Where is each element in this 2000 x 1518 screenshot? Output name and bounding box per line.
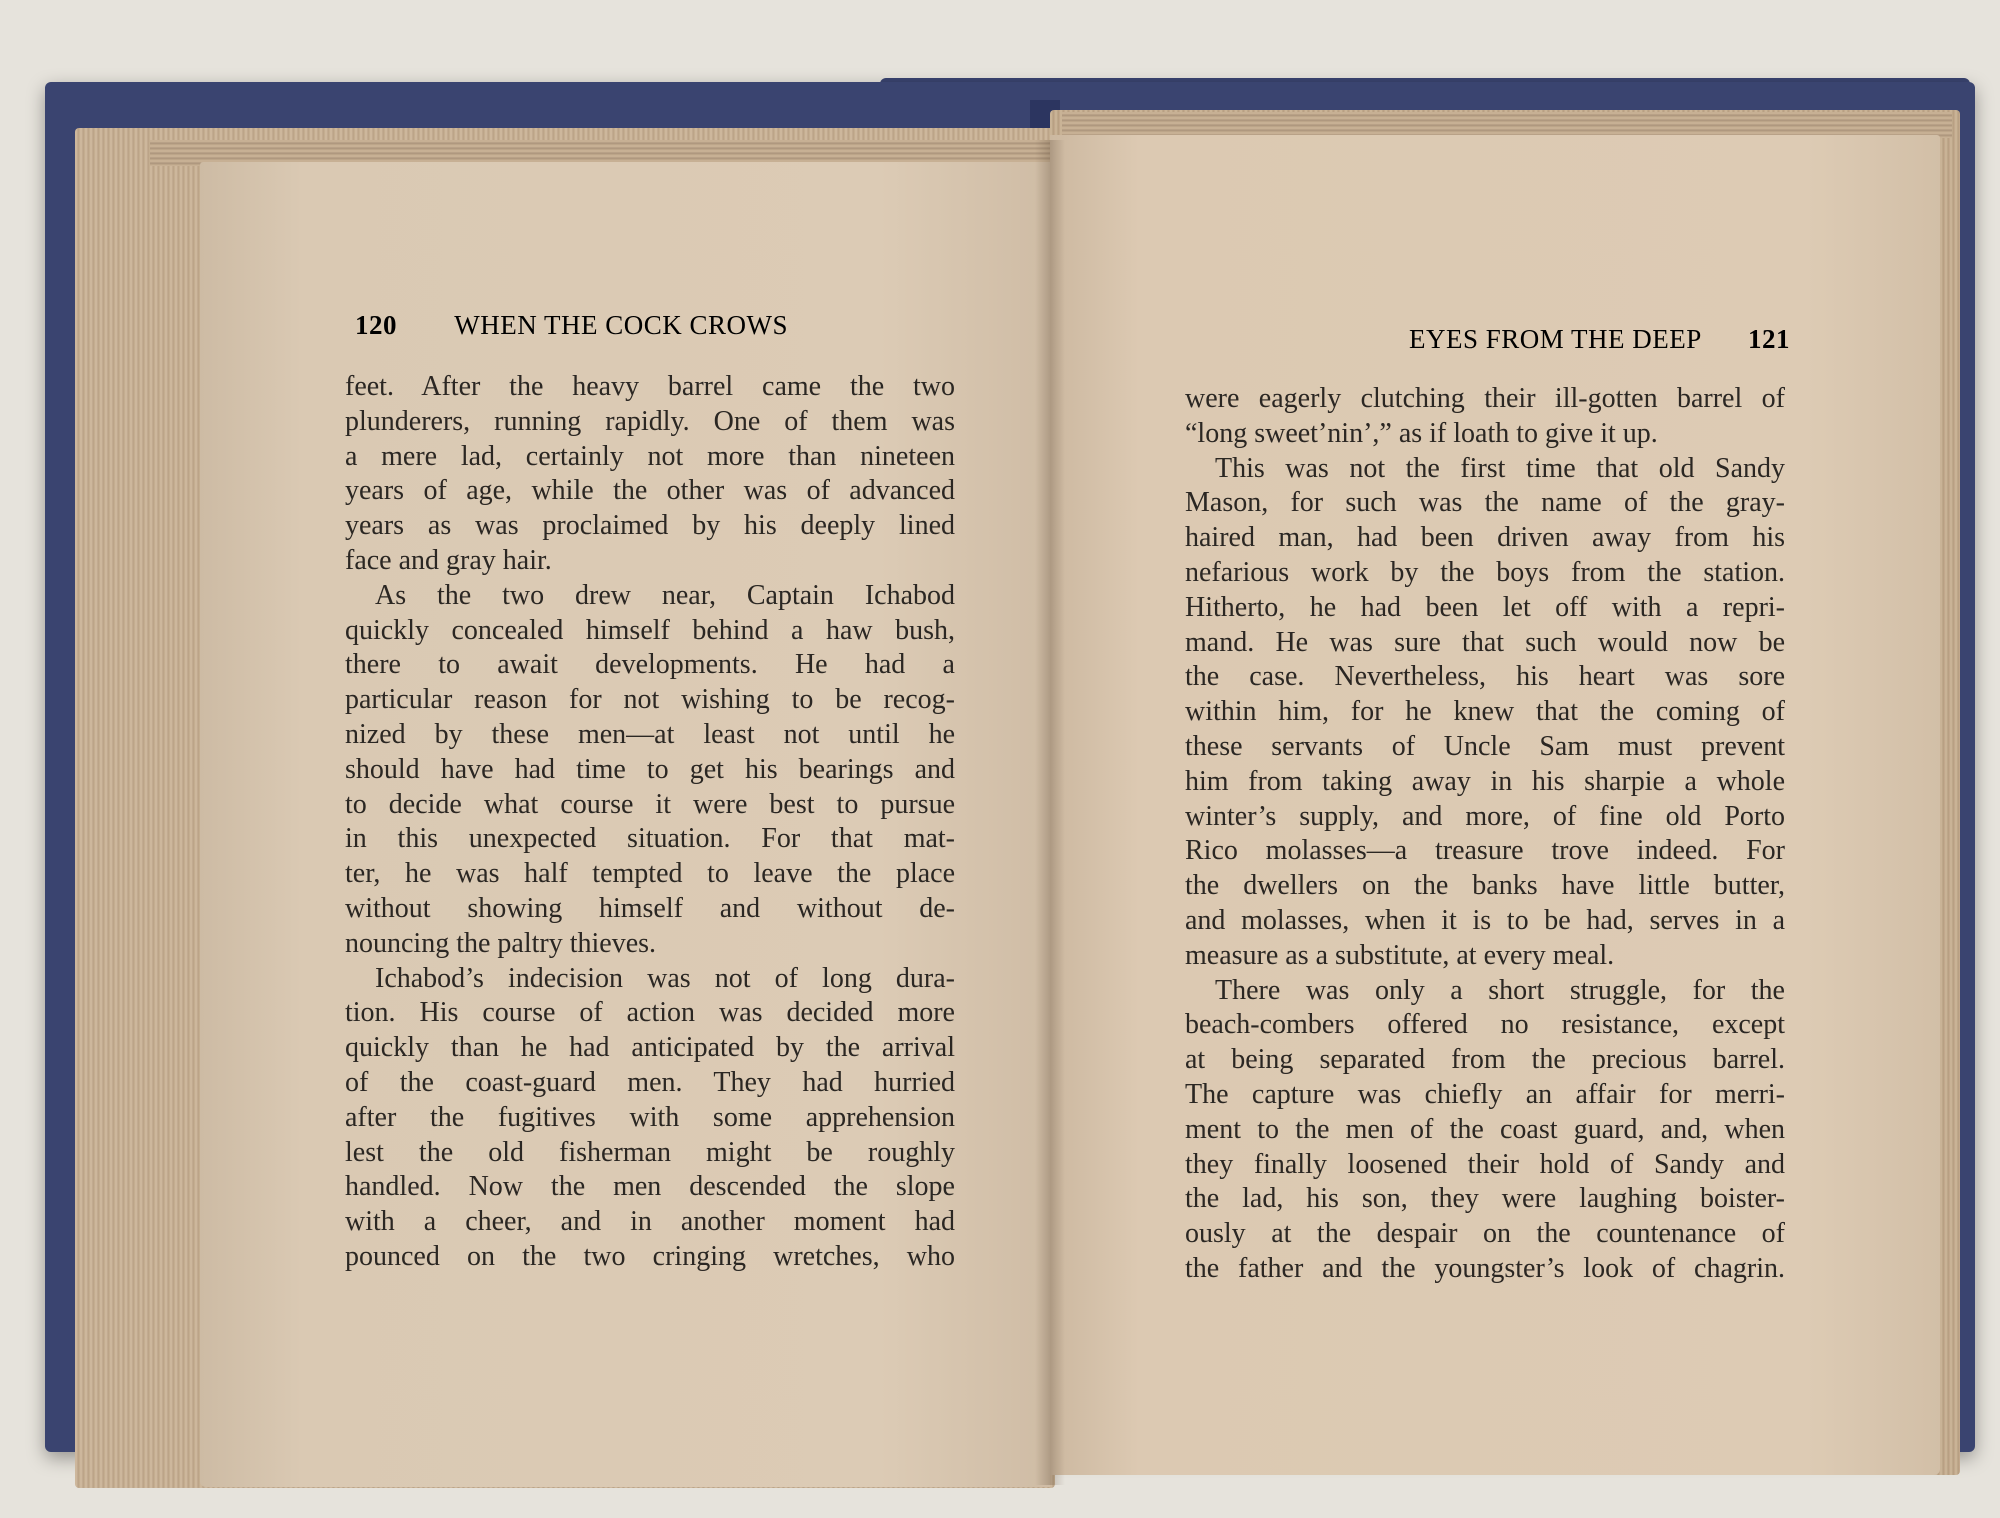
text-line: haired man, had been driven away from his: [1185, 522, 1785, 554]
text-line: ter, he was half tempted to leave the place: [345, 858, 955, 890]
text-line: beach-combers offered no resistance, except: [1185, 1009, 1785, 1041]
text-line: should have had time to get his bearings and: [345, 753, 955, 785]
left-page-number: 120: [355, 310, 397, 340]
text-line: without showing himself and without de-: [345, 892, 955, 924]
text-line: years as was proclaimed by his deeply lined: [345, 510, 955, 542]
right-page-body: [1185, 382, 1785, 1287]
text-line: there to await developments. He had a: [345, 649, 955, 681]
right-running-head: EYES FROM THE DEEP: [1408, 324, 1701, 354]
text-line: these servants of Uncle Sam must prevent: [1185, 730, 1785, 762]
text-line: This was not the first time that old Sandy: [1215, 452, 1785, 484]
text-line: him from taking away in his sharpie a whole: [1185, 765, 1785, 797]
text-line: were eagerly clutching their ill-gotten barrel of: [1185, 383, 1785, 414]
text-line: mand. He was sure that such would now be: [1185, 626, 1785, 658]
text-line: within him, for he knew that the coming of: [1185, 696, 1785, 728]
text-line: the lad, his son, they were laughing boister-: [1185, 1183, 1785, 1215]
text-line: Ichabod’s indecision was not of long dura-: [375, 962, 955, 994]
text-line: nouncing the paltry thieves.: [345, 927, 657, 959]
text-line: handled. Now the men descended the slope: [345, 1171, 955, 1203]
text-line: Rico molasses—a treasure trove indeed. For: [1185, 835, 1785, 867]
text-line: years of age, while the other was of advanced: [345, 475, 955, 507]
left-running-header: [355, 310, 855, 341]
text-line: plunderers, running rapidly. One of them was: [345, 405, 955, 437]
text-line: lest the old fisherman might be roughly: [345, 1136, 955, 1168]
left-running-head: WHEN THE COCK CROWS: [454, 310, 789, 340]
text-line: “long sweet’nin’,” as if loath to give it up.: [1185, 417, 1658, 449]
text-line: Mason, for such was the name of the gray-: [1185, 487, 1785, 519]
text-line: of the coast-guard men. They had hurried: [345, 1066, 955, 1098]
text-line: ment to the men of the coast guard, and, when: [1185, 1113, 1785, 1145]
text-line: a mere lad, certainly not more than nineteen: [345, 440, 955, 472]
text-line: tion. His course of action was decided more: [345, 997, 955, 1029]
text-line: quickly concealed himself behind a haw bush,: [345, 614, 955, 646]
text-line: As the two drew near, Captain Ichabod: [375, 579, 955, 611]
text-line: and molasses, when it is to be had, serves in a: [1185, 904, 1785, 936]
text-line: Hitherto, he had been let off with a repri-: [1185, 591, 1785, 623]
text-line: they finally loosened their hold of Sandy and: [1185, 1148, 1785, 1180]
text-line: in this unexpected situation. For that mat-: [345, 823, 955, 855]
text-line: ously at the despair on the countenance of: [1185, 1218, 1785, 1250]
text-line: the father and the youngster’s look of chagrin.: [1185, 1252, 1785, 1284]
gutter-shadow: [1035, 140, 1065, 1485]
text-line: after the fugitives with some apprehension: [345, 1101, 955, 1133]
text-line: pounced on the two cringing wretches, who: [345, 1240, 955, 1272]
left-page-body: [345, 370, 955, 1275]
text-line: face and gray hair.: [345, 544, 552, 576]
right-page-number: 121: [1748, 324, 1790, 354]
right-running-header: [1310, 324, 1790, 355]
text-line: nefarious work by the boys from the station.: [1185, 556, 1785, 588]
text-line: quickly than he had anticipated by the arrival: [345, 1032, 955, 1064]
text-line: at being separated from the precious barrel.: [1185, 1044, 1785, 1076]
text-line: nized by these men—at least not until he: [345, 718, 955, 750]
text-line: to decide what course it were best to pursue: [345, 788, 955, 820]
text-line: particular reason for not wishing to be recog-: [345, 684, 955, 716]
text-line: feet. After the heavy barrel came the two: [345, 371, 955, 402]
text-line: The capture was chiefly an affair for merri-: [1185, 1078, 1785, 1110]
text-line: the dwellers on the banks have little butter,: [1185, 870, 1785, 902]
text-line: the case. Nevertheless, his heart was sore: [1185, 661, 1785, 693]
text-line: measure as a substitute, at every meal.: [1185, 939, 1615, 971]
text-line: There was only a short struggle, for the: [1215, 974, 1785, 1006]
text-line: winter’s supply, and more, of fine old Porto: [1185, 800, 1785, 832]
text-line: with a cheer, and in another moment had: [345, 1206, 955, 1238]
